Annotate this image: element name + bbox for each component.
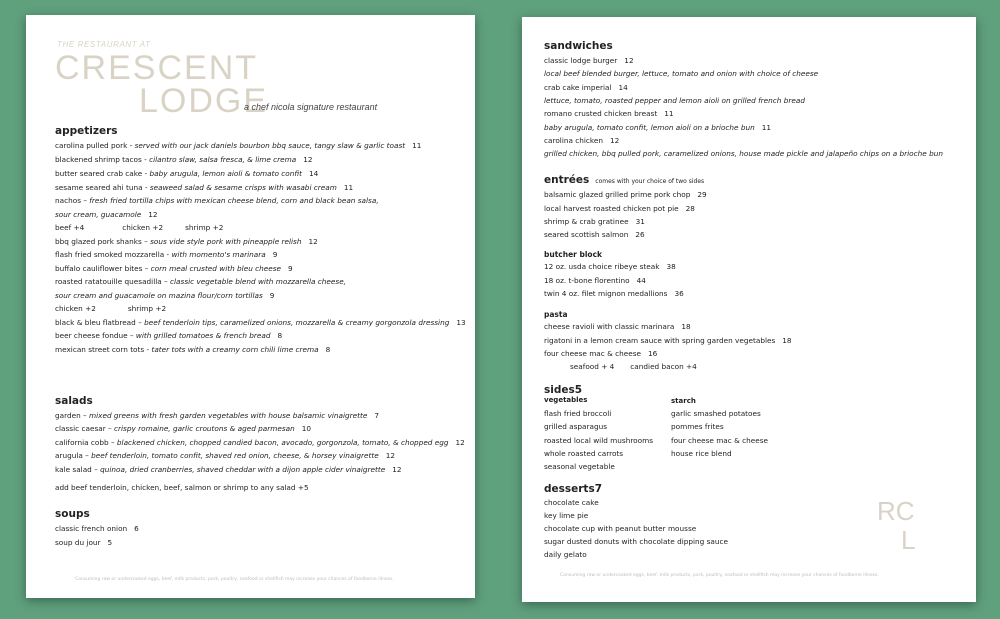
- dessert-item: chocolate cup with peanut butter mousse: [544, 524, 697, 533]
- side-item: flash fried broccoli: [544, 409, 612, 418]
- side-item: four cheese mac & cheese: [671, 436, 769, 445]
- pasta-item: four cheese mac & cheese 16: [544, 349, 658, 358]
- salad-item: classic caesar – crispy romaine, garlic croutons & aged parmesan 10: [55, 424, 312, 433]
- menu-page-left: [26, 15, 475, 598]
- soup-item: classic french onion 6: [55, 524, 139, 533]
- pasta-heading: pasta: [544, 310, 568, 319]
- entree-item: shrimp & crab gratinee 31: [544, 217, 645, 226]
- entree-item: local harvest roasted chicken pot pie 28: [544, 204, 695, 213]
- food-safety-footer: Consuming raw or undercooked eggs, beef, milk products, pork, poultry, seafood or shellfish may increase your chances of foodborne illness.: [560, 573, 879, 578]
- soups-heading: soups: [55, 508, 90, 520]
- entrees-heading: entrées comes with your choice of two sides: [544, 174, 705, 186]
- sandwich-item: carolina chicken 12: [544, 136, 620, 145]
- vegetables-subheading: vegetables: [544, 396, 588, 404]
- pasta-item: cheese ravioli with classic marinara 18: [544, 322, 691, 331]
- appetizer-item: black & bleu flatbread – beef tenderloin tips, caramelized onions, mozzarella & creamy gorgonzola dressing 13: [55, 318, 466, 327]
- sandwich-desc: local beef blended burger, lettuce, tomato and onion with choice of cheese: [544, 69, 819, 78]
- dessert-item: sugar dusted donuts with chocolate dipping sauce: [544, 537, 729, 546]
- appetizer-item: bbq glazed pork shanks – sous vide style pork with pineapple relish 12: [55, 237, 318, 246]
- salad-item: california cobb – blackened chicken, chopped candied bacon, avocado, gorgonzola, tomato, & chopped egg 12: [55, 438, 465, 447]
- butcher-item: twin 4 oz. filet mignon medallions 36: [544, 289, 684, 298]
- dessert-item: key lime pie: [544, 511, 589, 520]
- appetizer-item: blackened shrimp tacos - cilantro slaw, salsa fresca, & lime crema 12: [55, 155, 313, 164]
- brand-tagline: a chef nicola signature restaurant: [244, 102, 378, 112]
- salads-heading: salads: [55, 395, 93, 407]
- sandwich-item: romano crusted chicken breast 11: [544, 109, 674, 118]
- pasta-addons: seafood + 4 candied bacon +4: [570, 362, 697, 371]
- side-item: house rice blend: [671, 449, 732, 458]
- side-item: grilled asparagus: [544, 422, 608, 431]
- entrees-note: comes with your choice of two sides: [595, 178, 705, 185]
- appetizer-item: carolina pulled pork - served with our jack daniels bourbon bbq sauce, tangy slaw & garlic toast 11: [55, 141, 422, 150]
- appetizer-item-cont: sour cream, guacamole 12: [55, 210, 158, 219]
- side-item: pommes frites: [671, 422, 724, 431]
- starch-subheading: starch: [671, 397, 696, 405]
- sandwich-item: crab cake imperial 14: [544, 83, 628, 92]
- butcher-item: 12 oz. usda choice ribeye steak 38: [544, 262, 676, 271]
- appetizer-item: mexican street corn tots - tater tots with a creamy corn chili lime crema 8: [55, 345, 331, 354]
- appetizers-heading: appetizers: [55, 125, 118, 137]
- entree-item: balsamic glazed grilled prime pork chop 29: [544, 190, 707, 199]
- dessert-item: chocolate cake: [544, 498, 599, 507]
- side-item: roasted local wild mushrooms: [544, 436, 654, 445]
- sandwich-desc: lettuce, tomato, roasted pepper and lemon aioli on grilled french bread: [544, 96, 805, 105]
- appetizer-addons: beef +4 chicken +2 shrimp +2: [55, 223, 224, 232]
- salad-item: garden – mixed greens with fresh garden vegetables with house balsamic vinaigrette 7: [55, 411, 380, 420]
- desserts-price: 7: [594, 483, 603, 495]
- desserts-heading: desserts7: [544, 483, 603, 495]
- brand-pretitle: THE RESTAURANT AT: [57, 40, 151, 49]
- appetizer-item: beer cheese fondue – with grilled tomatoes & french bread 8: [55, 331, 283, 340]
- appetizer-addons: chicken +2 shrimp +2: [55, 304, 167, 313]
- appetizer-item: buffalo cauliflower bites – corn meal crusted with bleu cheese 9: [55, 264, 293, 273]
- salad-item: arugula – beef tenderloin, tomato confit, shaved red onion, cheese, & horsey vinaigrette 12: [55, 451, 395, 460]
- monogram-rc: RC: [877, 496, 915, 526]
- sandwich-item: classic lodge burger 12: [544, 56, 634, 65]
- appetizer-item: flash fried smoked mozzarella - with momento's marinara 9: [55, 250, 278, 259]
- side-item: whole roasted carrots: [544, 449, 624, 458]
- side-item: seasonal vegetable: [544, 462, 615, 471]
- sandwich-desc: grilled chicken, bbq pulled pork, caramelized onions, house made pickle and jalapeño chips on a brioche bun: [544, 149, 943, 158]
- butcher-item: 18 oz. t-bone florentino 44: [544, 276, 646, 285]
- butcher-block-heading: butcher block: [544, 250, 603, 259]
- side-item: garlic smashed potatoes: [671, 409, 761, 418]
- appetizer-item: roasted ratatouille quesadilla – classic vegetable blend with mozzarella cheese,: [55, 277, 347, 286]
- dessert-item: daily gelato: [544, 550, 587, 559]
- appetizer-item: butter seared crab cake - baby arugula, lemon aioli & tomato confit 14: [55, 169, 319, 178]
- sides-heading: sides5: [544, 384, 583, 396]
- sides-price: 5: [574, 384, 583, 396]
- appetizer-item: nachos – fresh fried tortilla chips with mexican cheese blend, corn and black bean salsa,: [55, 196, 379, 205]
- menu-page-right: [522, 17, 976, 602]
- salad-addon-note: add beef tenderloin, chicken, beef, salmon or shrimp to any salad +5: [55, 483, 309, 492]
- soup-item: soup du jour 5: [55, 538, 113, 547]
- sandwich-desc: baby arugula, tomato confit, lemon aioli on a brioche bun 11: [544, 123, 772, 132]
- pasta-item: rigatoni in a lemon cream sauce with spring garden vegetables 18: [544, 336, 792, 345]
- monogram-l: L: [901, 525, 916, 555]
- salad-item: kale salad – quinoa, dried cranberries, shaved cheddar with a dijon apple cider vinaigrette 12: [55, 465, 402, 474]
- brand-title-crescent: CRESCENT: [55, 49, 259, 87]
- sandwiches-heading: sandwiches: [544, 40, 613, 52]
- appetizer-item: sesame seared ahi tuna - seaweed salad & sesame crisps with wasabi cream 11: [55, 183, 354, 192]
- food-safety-footer: Consuming raw or undercooked eggs, beef, milk products, pork, poultry, seafood or shellfish may increase your chances of foodborne illness.: [75, 577, 394, 582]
- brand-title-lodge: LODGE: [139, 82, 269, 120]
- appetizer-item-cont: sour cream and guacamole on mazina flour/corn tortillas 9: [55, 291, 275, 300]
- entree-item: seared scottish salmon 26: [544, 230, 645, 239]
